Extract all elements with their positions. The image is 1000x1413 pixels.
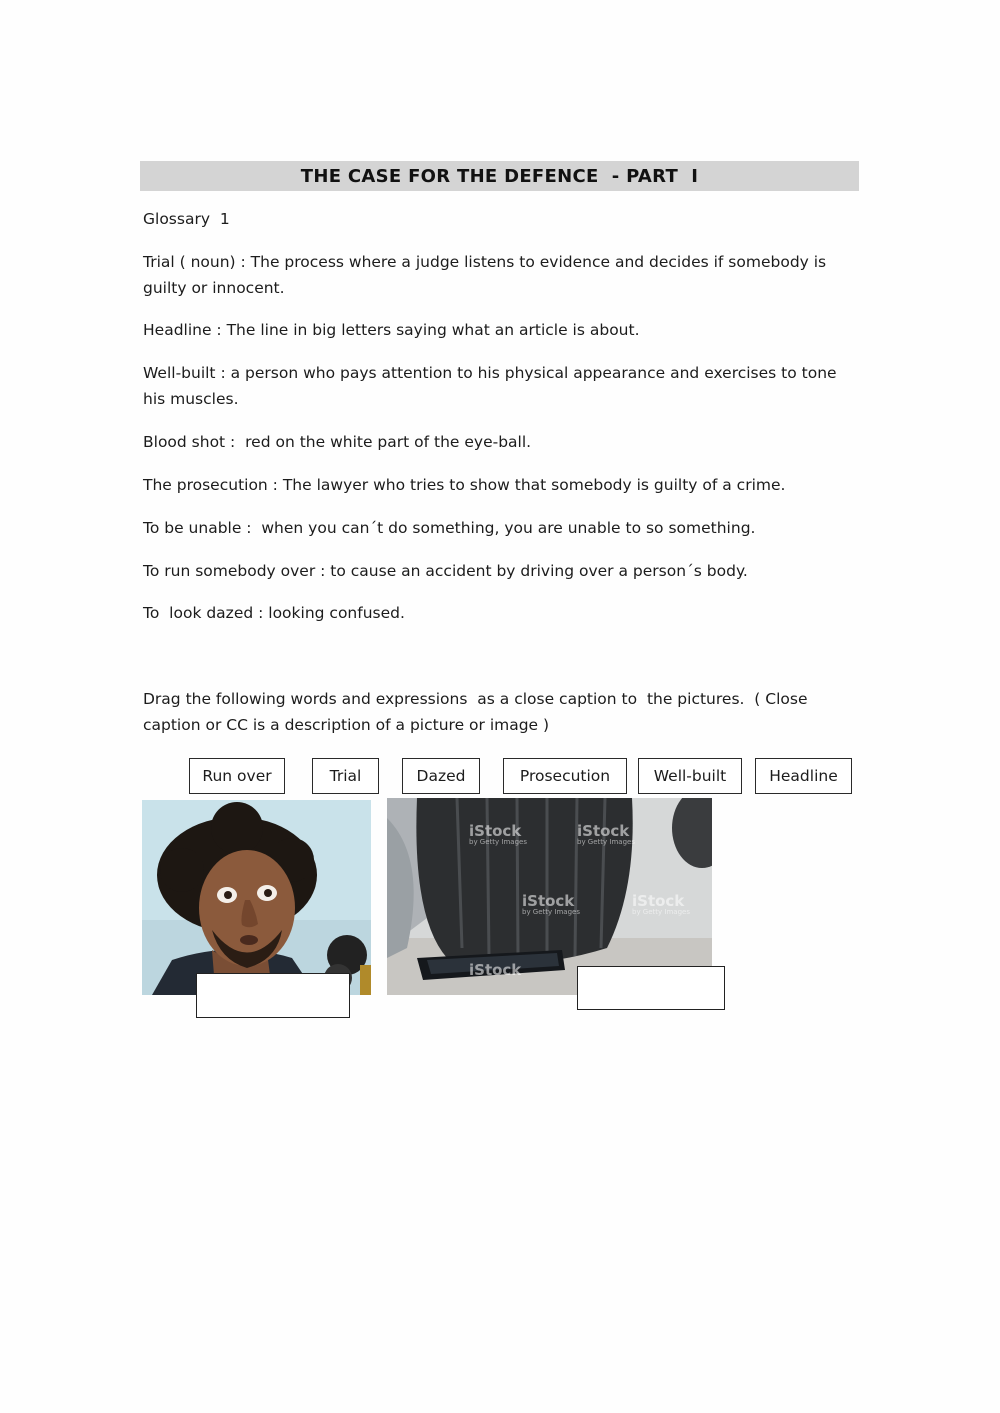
caption-drop-box-2[interactable] [577, 966, 725, 1010]
istock-watermark: iStock by Getty Images [632, 892, 690, 916]
page-title: THE CASE FOR THE DEFENCE - PART I [300, 165, 699, 187]
glossary-entry-blood-shot: Blood shot : red on the white part of the eye-ball. [143, 433, 532, 451]
word-chip-dazed[interactable]: Dazed [402, 758, 480, 794]
dazed-man-photo [142, 800, 371, 995]
word-chip-headline[interactable]: Headline [755, 758, 852, 794]
glossary-heading: Glossary 1 [143, 210, 230, 228]
glossary-entry-headline: Headline : The line in big letters saying what an article is about. [143, 321, 640, 339]
istock-watermark: iStock by Getty Images [469, 822, 527, 846]
instructions-text: Drag the following words and expressions as a close caption to the pictures. ( Close caption or CC is a description of a picture or image ) [143, 690, 813, 734]
istock-watermark: iStock by Getty Images [522, 892, 580, 916]
caption-drop-box-1[interactable] [196, 973, 350, 1018]
glossary-entry-well-built: Well-built : a person who pays attention to his physical appearance and exercises to tone his muscles. [143, 364, 842, 408]
page-title-bar [140, 161, 859, 191]
glossary-entry-dazed: To look dazed : looking confused. [143, 604, 405, 622]
word-chip-run-over[interactable]: Run over [189, 758, 285, 794]
glossary-entry-unable: To be unable : when you can´t do something, you are unable to so something. [143, 519, 756, 537]
word-chip-well-built[interactable]: Well-built [638, 758, 742, 794]
glossary-entry-prosecution: The prosecution : The lawyer who tries to show that somebody is guilty of a crime. [143, 476, 786, 494]
word-chip-prosecution[interactable]: Prosecution [503, 758, 627, 794]
glossary-entry-trial: Trial ( noun) : The process where a judge listens to evidence and decides if somebody is guilty or innocent. [143, 253, 832, 297]
istock-watermark: iStock by Getty Images [577, 822, 635, 846]
glossary-entry-run-over: To run somebody over : to cause an accident by driving over a person´s body. [143, 562, 748, 580]
istock-watermark: iStock [469, 961, 522, 979]
word-chip-trial[interactable]: Trial [312, 758, 379, 794]
